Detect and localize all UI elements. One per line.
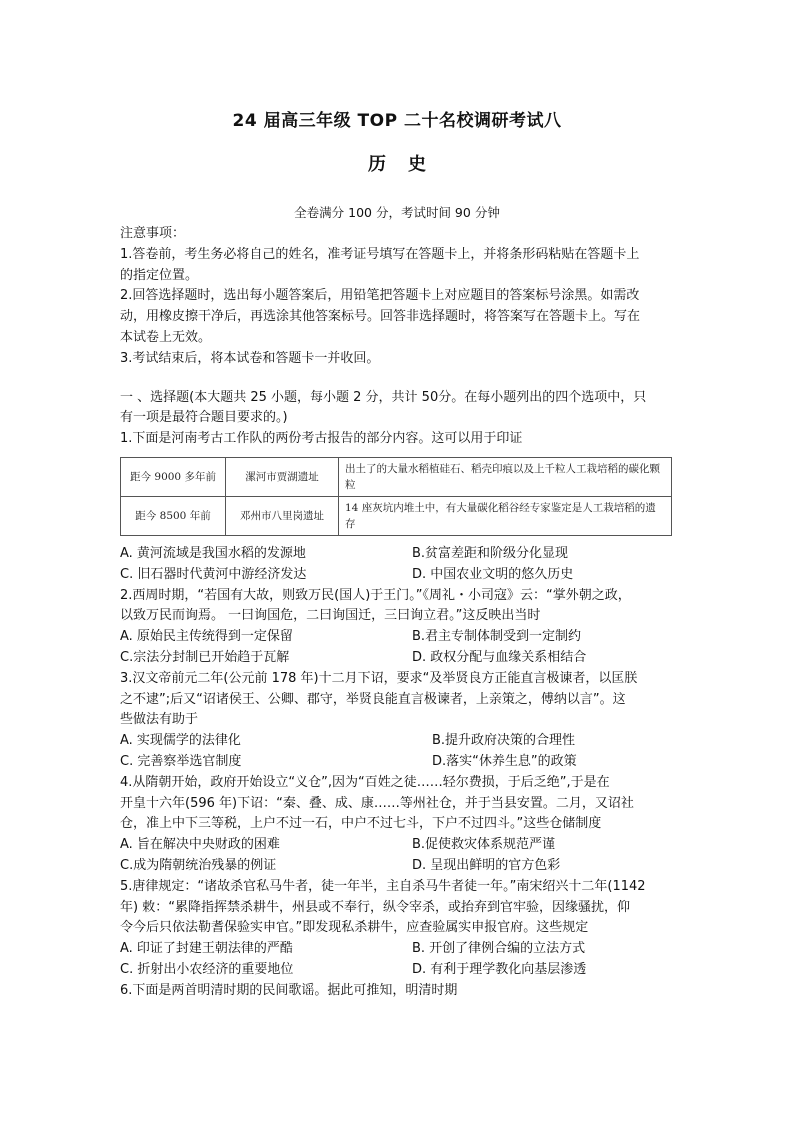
option-b[interactable]: B.提升政府决策的合理性 bbox=[432, 733, 576, 749]
question-3-options bbox=[120, 752, 678, 773]
exam-meta: 全卷满分 100 分，考试时间 90 分钟 bbox=[294, 205, 500, 220]
question-5-stem: 5.唐律规定：“诸故杀官私马牛者，徒一年半，主自杀马牛者徒一年。”南宋绍兴十二年(1142 bbox=[120, 878, 646, 894]
option-d[interactable]: D. 有利于理学教化向基层渗透 bbox=[412, 961, 587, 977]
option-c[interactable]: C. 完善察举选官制度 bbox=[120, 753, 242, 769]
option-b[interactable]: B.贫富差距和阶级分化显现 bbox=[412, 545, 569, 561]
question-5-options bbox=[120, 960, 678, 981]
section-heading: 一 、选择题(本大题共 25 小题，每小题 2 分，共计 50分。在每小题列出的四个选项中，只 bbox=[120, 389, 647, 405]
question-2-options bbox=[120, 648, 678, 669]
question-1-options bbox=[120, 565, 678, 586]
option-c[interactable]: C. 折射出小农经济的重要地位 bbox=[120, 961, 294, 977]
notice-line: 3.考试结束后，将本试卷和答题卡一并收回。 bbox=[120, 350, 380, 366]
question-2-options bbox=[120, 627, 678, 648]
option-a[interactable]: A. 原始民主传统得到一定保留 bbox=[120, 629, 293, 645]
exam-title: 24 届高三年级 TOP 二十名校调研考试八 bbox=[232, 111, 562, 131]
option-d[interactable]: D.落实“休养生息”的政策 bbox=[432, 753, 577, 769]
question-3-stem: 3.汉文帝前元二年(公元前 178 年)十二月下诏，要求“及举贤良方正能直言极谏者，以匡朕 bbox=[120, 670, 638, 686]
table-cell: 出土了的大量水稻植硅石、稻壳印痕以及上千粒人工栽培稻的碳化颗粒 bbox=[339, 457, 672, 496]
exam-body bbox=[120, 224, 678, 1002]
option-c[interactable]: C.成为隋朝统治残暴的例证 bbox=[120, 857, 277, 873]
question-5-options bbox=[120, 939, 678, 960]
question-6-stem: 6.下面是两首明清时期的民间歌谣。据此可推知，明清时期 bbox=[120, 982, 458, 998]
table-row bbox=[121, 496, 672, 535]
table-cell: 漯河市贾湖遗址 bbox=[226, 457, 339, 496]
question-1-options bbox=[120, 544, 678, 565]
section-heading: 有一项是最符合题目要求的。) bbox=[120, 410, 288, 426]
option-c[interactable]: C.宗法分封制已开始趋于瓦解 bbox=[120, 649, 290, 665]
notice-line: 动，用橡皮擦干净后，再选涂其他答案标号。回答非选择题时，将答案写在答题卡上。写在 bbox=[120, 309, 641, 325]
table-row bbox=[121, 457, 672, 496]
option-d[interactable]: D. 政权分配与血缘关系相结合 bbox=[412, 649, 587, 665]
option-a[interactable]: A. 印证了封建王朝法律的严酷 bbox=[120, 941, 293, 957]
question-4-options bbox=[120, 856, 678, 877]
subject-title: 历史 bbox=[368, 154, 448, 175]
question-5-stem: 令今后只依法勒耆保验实申官。”即发现私杀耕牛，应查验属实申报官府。这些规定 bbox=[120, 920, 589, 936]
option-c[interactable]: C. 旧石器时代黄河中游经济发达 bbox=[120, 566, 307, 582]
archaeology-report-table bbox=[120, 457, 672, 536]
question-2-stem: 2.西周时期，“若国有大故，则致万民(国人)于王门。”《周礼・小司寇》云：“掌外朝之政， bbox=[120, 587, 631, 603]
table-cell: 距今 9000 多年前 bbox=[121, 457, 226, 496]
option-b[interactable]: B.促使救灾体系规范严谨 bbox=[412, 837, 556, 853]
question-2-stem: 以致万民而询焉。 一曰询国危，二曰询国迁，三曰询立君。”这反映出当时 bbox=[120, 608, 541, 624]
question-3-options bbox=[120, 731, 678, 752]
question-3-stem: 些做法有助于 bbox=[120, 712, 199, 728]
option-a[interactable]: A. 旨在解决中央财政的困难 bbox=[120, 837, 280, 853]
question-4-stem: 4.从隋朝开始，政府开始设立“义仓”,因为“百姓之徒……轻尔费损，于后乏绝”,于是在 bbox=[120, 774, 610, 790]
question-1-stem: 1.下面是河南考古工作队的两份考古报告的部分内容。这可以用于印证 bbox=[120, 431, 523, 447]
notice-heading: 注意事项： bbox=[120, 226, 186, 241]
question-5-stem: 年) 敕：“累降指挥禁杀耕牛，州县或不奉行，纵令宰杀，或抬弃到官牢验，因缘骚扰，仰 bbox=[120, 899, 630, 915]
question-4-stem: 仓，准上中下三等税，上户不过一石，中户不过七斗，下户不过四斗。”这些仓储制度 bbox=[120, 816, 602, 832]
option-a[interactable]: A. 黄河流域是我国水稻的发源地 bbox=[120, 545, 306, 561]
option-b[interactable]: B.君主专制体制受到一定制约 bbox=[412, 629, 582, 645]
table-cell: 14 座灰坑内堆土中，有大量碳化稻谷经专家鉴定是人工栽培稻的遗存 bbox=[339, 496, 672, 535]
option-a[interactable]: A. 实现儒学的法律化 bbox=[120, 733, 241, 749]
question-4-stem: 开皇十六年(596 年)下诏：“秦、叠、成、康……等州社仓，并于当县安置。二月，又诏社 bbox=[120, 795, 634, 811]
question-4-options bbox=[120, 835, 678, 856]
question-3-stem: 之不逮”;后又“诏诸侯王、公卿、郡守，举贤良能直言极谏者，上亲策之，傅纳以言”。这 bbox=[120, 691, 626, 707]
option-d[interactable]: D. 中国农业文明的悠久历史 bbox=[412, 566, 574, 582]
table-cell: 距今 8500 年前 bbox=[121, 496, 226, 535]
option-b[interactable]: B. 开创了律例合编的立法方式 bbox=[412, 941, 586, 957]
notice-line: 2.回答选择题时，选出每小题答案后，用铅笔把答题卡上对应题目的答案标号涂黑。如需改 bbox=[120, 288, 640, 304]
notice-line: 的指定位置。 bbox=[120, 267, 199, 283]
option-d[interactable]: D. 呈现出鲜明的官方色彩 bbox=[412, 857, 561, 873]
notice-line: 1.答卷前，考生务必将自己的姓名，准考证号填写在答题卡上，并将条形码粘贴在答题卡上 bbox=[120, 246, 640, 262]
notice-line: 本试卷上无效。 bbox=[120, 329, 212, 345]
table-cell: 邓州市八里岗遗址 bbox=[226, 496, 339, 535]
